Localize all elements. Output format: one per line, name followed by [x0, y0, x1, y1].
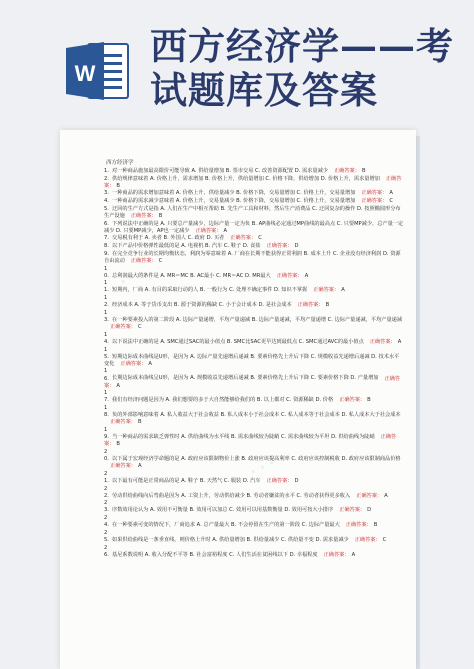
question-number: 9.: [104, 250, 109, 257]
answer-value: A: [116, 382, 120, 389]
question-text: 总利润最大的条件是 A. MR＝MC B. AC最小 C. MR＝AC D. MR最大: [112, 272, 271, 279]
watermark: · · ·: [117, 265, 148, 291]
question-text: 序数效用论认为 A. 效用不可衡量 B. 效用可以加总 C. 效用可以用基数衡量 D. 效用可按大小排序: [112, 507, 334, 514]
answer-label: 正确答案：: [369, 338, 396, 345]
answer-label: 正确答案：: [339, 397, 366, 404]
answer-label: 正确答案：: [323, 551, 350, 558]
question-number: 16.: [104, 368, 109, 382]
question-number: 14.: [104, 331, 109, 345]
question-number: 24.: [104, 515, 109, 529]
answer-label: 正确答案：: [110, 463, 136, 470]
answer-value: B: [116, 182, 120, 189]
answer-value: A: [148, 360, 152, 367]
answer-value: A: [223, 227, 227, 234]
question-text: 一种商品的需求减少意味着 A. 价格上升，交易量减少 B. 价格下降，交易量增加 C. 价格上升，交易量增加: [112, 198, 356, 205]
answer-value: A: [351, 551, 356, 558]
answer-value: C: [382, 536, 387, 543]
question-text: 如果供给曲线是一条垂直线，则价格上升时 A. 供给量增加 B. 供给量减少 C. 供给量不变 D. 需求量减少: [112, 536, 349, 543]
answer-value: D: [294, 243, 299, 250]
question-item: [104, 515, 404, 529]
question-text: 基尼系数说明 A. 收入分配不平等 B. 社会富裕程度 C. 人们生活在贫困线以下 D. 幸福程度: [112, 551, 318, 558]
question-item: [104, 295, 404, 309]
answer-value: B: [116, 441, 120, 448]
answer-value: B: [158, 212, 163, 219]
question-item: [104, 243, 404, 250]
document-page: [60, 130, 416, 669]
answer-value: A: [137, 463, 142, 470]
answer-label: 正确答案：: [361, 190, 388, 197]
question-text: 劳动供给曲线向后弯曲是因为 A. 工资上升，劳动供给减少 B. 劳动者嫌贫的水平 C. 劳动者获得更多收入: [112, 492, 351, 499]
question-number: 21.: [104, 470, 109, 484]
question-number: 18.: [104, 405, 109, 419]
answer-label: 正确答案：: [230, 235, 257, 242]
question-item: [104, 427, 404, 448]
question-item: [104, 545, 404, 559]
question-number: 23.: [104, 500, 109, 514]
question-item: [104, 390, 404, 404]
question-item: [104, 332, 404, 346]
answer-value: B: [137, 419, 142, 426]
question-item: [104, 486, 404, 500]
page-title: 西方经济学——考试题库及答案: [150, 24, 454, 112]
answer-label: 正确答案：: [333, 168, 360, 174]
question-text: 当一种商品的需求缺乏弹性时 A. 供给曲线为水平线 B. 需求曲线较为陡峭 C. 需求曲线较为平坦 D. 供给曲线为陡峭: [112, 434, 375, 441]
answer-label: 正确答案：: [345, 522, 372, 529]
question-item: [104, 168, 404, 175]
watermark: · · ·: [247, 455, 278, 481]
question-item: [104, 280, 404, 294]
question-text: 在一种要素可变的情况下，厂商追求 A. 总产量最大 B. 不会停留在生产的第一阶段 C. 边际产量最大: [112, 522, 340, 529]
question-item: [104, 221, 404, 235]
answer-label: 正确答案：: [110, 324, 136, 331]
question-text: 供给规律意味着 A. 价格上升，需求增加 B. 价格上升，供给量增加 C. 价格下降，供给增加 D. 价格上升，需求量增加: [112, 175, 380, 182]
answer-value: A: [384, 492, 388, 499]
answer-label: 正确答案：: [297, 302, 324, 309]
question-text: 我们有经济问题是因为 A. 我们想要的多于大自然能够给我们的 B. 以上都对 C. 资源稀缺 D. 价格: [112, 397, 334, 404]
answer-label: 正确答案：: [130, 212, 157, 219]
word-icon-letter: W: [74, 61, 96, 86]
answer-label: 正确答案：: [120, 360, 147, 367]
answer-value: C: [137, 324, 142, 331]
question-text: 以下说法中正确的是 A. SMC通过SAC的最小值点 B. SMC比SAC更早达到最低点 C. SMC通过AVC的最小值点: [112, 338, 364, 345]
document-heading: 西方经济学: [106, 160, 134, 166]
question-item: [104, 500, 404, 514]
question-number: 25.: [104, 529, 109, 543]
answer-label: 正确答案：: [104, 175, 402, 189]
answer-value: B: [367, 397, 371, 404]
answer-value: B: [325, 302, 330, 309]
question-list: [104, 168, 404, 559]
question-number: 8.: [104, 243, 109, 250]
question-item: [104, 471, 404, 485]
question-text: 交易税有利于 A. 卖者 B. 外国人 C. 政府 D. 买者: [112, 235, 225, 242]
question-text: 短期内，厂商 A. 有目的采取行动的人 B. 一般行为 C. 处理不确定事件 D. 知识不掌握: [112, 287, 308, 294]
question-number: 12.: [104, 295, 109, 309]
question-item: [104, 235, 404, 242]
answer-value: D: [367, 507, 372, 514]
answer-value: B: [373, 522, 378, 529]
question-number: 6.: [104, 220, 109, 227]
answer-value: A: [397, 338, 402, 345]
question-number: 15.: [104, 346, 109, 360]
answer-value: B: [361, 168, 366, 174]
question-item: [104, 206, 404, 220]
question-number: 7.: [104, 235, 109, 242]
question-number: 11.: [104, 280, 109, 294]
answer-value: C: [258, 235, 262, 242]
question-item: [104, 310, 404, 331]
question-number: 5.: [104, 205, 109, 212]
question-number: 19.: [104, 426, 109, 441]
question-text: 下列说法中正确的是 A. 只要总产量减少，边际产量一定为负 B. AP曲线必定通过MP曲线的最高点 C. 只要MP减少，总产量一定减少 D. 只要MP减少，AP也一定减少: [104, 220, 404, 234]
question-text: 以下产品中价格弹性最低的是 A. 电视机 B. 汽车 C. 鞋子 D. 食盐: [112, 243, 261, 250]
question-text: 经济成本 A. 等于货币支出 B. 源于资源的稀缺 C. 小于会计成本 D. 是社会成本: [112, 302, 292, 309]
answer-label: 正确答案：: [130, 257, 157, 264]
answer-label: 正确答案：: [354, 536, 381, 543]
answer-label: 正确答案：: [104, 375, 401, 389]
question-item: [104, 190, 404, 197]
answer-label: 正确答案：: [313, 287, 340, 294]
answer-label: 正确答案：: [195, 227, 222, 234]
question-number: 3.: [104, 190, 109, 197]
question-text: 对一种商品施加最高限价可能导致 A. 供给量增加 B. 票市交易 C. 改善资源配置 D. 需求量减少: [112, 168, 328, 174]
question-text: 迂回的生产方式是指 A. 人们在生产中相互帮助 B. 先生产工具和材料，然后生产消费品 C. 迂回复杂的操作 D. 按照椭圆形分布生产设施: [104, 205, 401, 219]
question-item: [104, 251, 404, 265]
question-text: 以下最有可能是正常商品的是 A. 鞋子 B. 天然气 C. 服装 D. 汽车: [112, 477, 261, 484]
answer-value: C: [389, 198, 393, 205]
question-item: [104, 176, 404, 190]
question-item: [104, 368, 404, 389]
answer-value: A: [341, 287, 345, 294]
answer-value: A: [389, 190, 393, 197]
question-text: 短期边际成本曲线是U形，是因为 A. 边际产量先递增后递减 B. 要素价格先上升后下降 C. 规模收益先递增后递减 D. 技术水平变化: [104, 353, 400, 367]
question-text: 在一种要素投入的第二阶段 A. 边际产量递增，平均产量递减 B. 边际产量递减，平均产量递增 C. 边际产量递减，平均产量递减: [112, 317, 403, 323]
question-number: 13.: [104, 309, 109, 323]
answer-label: 正确答案：: [276, 272, 303, 279]
question-item: [104, 347, 404, 368]
question-text: 负的外部影响意味着 A. 私人收益大于社会收益 B. 私人成本小于社会成本 C. 私人成本等于社会成本 D. 私人成本大于社会成本: [112, 412, 401, 419]
question-number: 1.: [104, 168, 109, 174]
answer-value: D: [294, 477, 299, 484]
question-number: 4.: [104, 198, 109, 205]
question-item: [104, 530, 404, 544]
answer-value: A: [304, 272, 309, 279]
question-number: 10.: [104, 265, 109, 279]
answer-label: 正确答案：: [356, 492, 383, 499]
question-item: [104, 449, 404, 470]
question-item: [104, 405, 404, 426]
answer-label: 正确答案：: [110, 419, 136, 426]
question-text: 以下属于宏观经济学命题的是 A. 政府应该限制物价上涨 B. 政府应该提高利率 C. 政府应该控制税收 D. 政府应该限制商品价格: [112, 455, 401, 462]
answer-value: C: [158, 257, 163, 264]
question-number: 20.: [104, 448, 109, 462]
question-number: 22.: [104, 485, 109, 499]
answer-label: 正确答案：: [266, 477, 293, 484]
question-item: [104, 266, 404, 280]
question-text: 长期边际成本曲线呈U形，是因为 A. 规模收益先递增后递减 B. 要素价格先上升后下降 C. 要素价格下降 D. 产量增加: [112, 375, 379, 382]
question-item: [104, 198, 404, 205]
header-banner: [0, 0, 474, 118]
question-number: 2.: [104, 175, 109, 182]
answer-label: 正确答案：: [266, 243, 293, 250]
answer-label: 正确答案：: [361, 198, 388, 205]
question-text: 一种商品的需求增加意味着 A. 价格上升，供给量减少 B. 价格下降，交易量增加 C. 价格上升，交易量增加: [112, 190, 356, 197]
question-number: 26.: [104, 544, 109, 558]
answer-label: 正确答案：: [104, 434, 397, 448]
word-document-icon: [66, 40, 130, 102]
answer-label: 正确答案：: [339, 507, 366, 514]
question-text: 在完全竞争行业的长期均衡状态，利润为零意味着 A. 厂商在长期不能获得正常利润 B. 成本上升 C. 企业没有经济利润 D. 资源自由流动: [104, 250, 401, 264]
question-number: 17.: [104, 390, 109, 404]
